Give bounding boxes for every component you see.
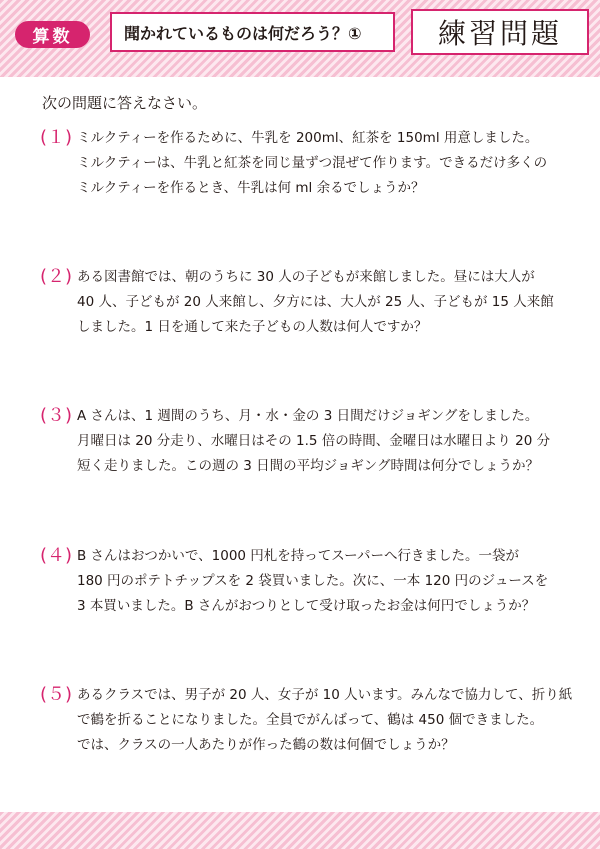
worksheet-title: 聞かれているものは何だろう？① (110, 12, 395, 52)
problem-text-line: ある図書館では、朝のうちに 30 人の子どもが来館しました。昼には大人が (77, 269, 535, 285)
subject-badge: 算数 (15, 21, 90, 48)
problem-text-line: 3 本買いました。B さんがおつりとして受け取ったお金は何円でしょうか？ (77, 598, 536, 614)
problem-number: (３) (40, 405, 73, 426)
problem-text-line: あるクラスでは、男子が 20 人、女子が 10 人います。みんなで協力して、折り紙 (77, 687, 573, 703)
practice-label: 練習問題 (411, 9, 589, 55)
problem-text-line: 180 円のポテトチップスを 2 袋買いました。次に、一本 120 円のジュースを (77, 573, 549, 589)
problem-number: (４) (40, 545, 73, 566)
problem-text-line: ミルクティーを作るために、牛乳を 200ml、紅茶を 150ml 用意しました。 (77, 130, 539, 146)
problem-text-line: 短く走りました。この週の 3 日間の平均ジョギング時間は何分でしょうか？ (77, 458, 539, 474)
problem-text-line: A さんは、1 週間のうち、月・水・金の 3 日間だけジョギングをしました。 (77, 408, 539, 424)
problem-text-line: ミルクティーは、牛乳と紅茶を同じ量ずつ混ぜて作ります。できるだけ多くの (77, 155, 548, 171)
problem-text-line: で鶴を折ることになりました。全員でがんばって、鶴は 450 個できました。 (77, 712, 544, 728)
problem-number: (５) (40, 684, 73, 705)
instruction-text: 次の問題に答えなさい。 (42, 94, 208, 112)
footer-stripe-band (0, 812, 600, 849)
problem-text-line: 月曜日は 20 分走り、水曜日はその 1.5 倍の時間、金曜日は水曜日より 20 分 (77, 433, 551, 449)
problem-text-line: B さんはおつかいで、1000 円札を持ってスーパーへ行きました。一袋が (77, 548, 519, 564)
problem-text-line: ミルクティーを作るとき、牛乳は何 ml 余るでしょうか？ (77, 180, 425, 196)
problem-number: (１) (40, 127, 73, 148)
problem-text-line: 40 人、子どもが 20 人来館し、夕方には、大人が 25 人、子どもが 15 人来館 (77, 294, 554, 310)
problem-text-line: しました。1 日を通して来た子どもの人数は何人ですか？ (77, 319, 428, 335)
problem-text-line: では、クラスの一人あたりが作った鶴の数は何個でしょうか？ (77, 737, 455, 753)
problem-number: (２) (40, 266, 73, 287)
